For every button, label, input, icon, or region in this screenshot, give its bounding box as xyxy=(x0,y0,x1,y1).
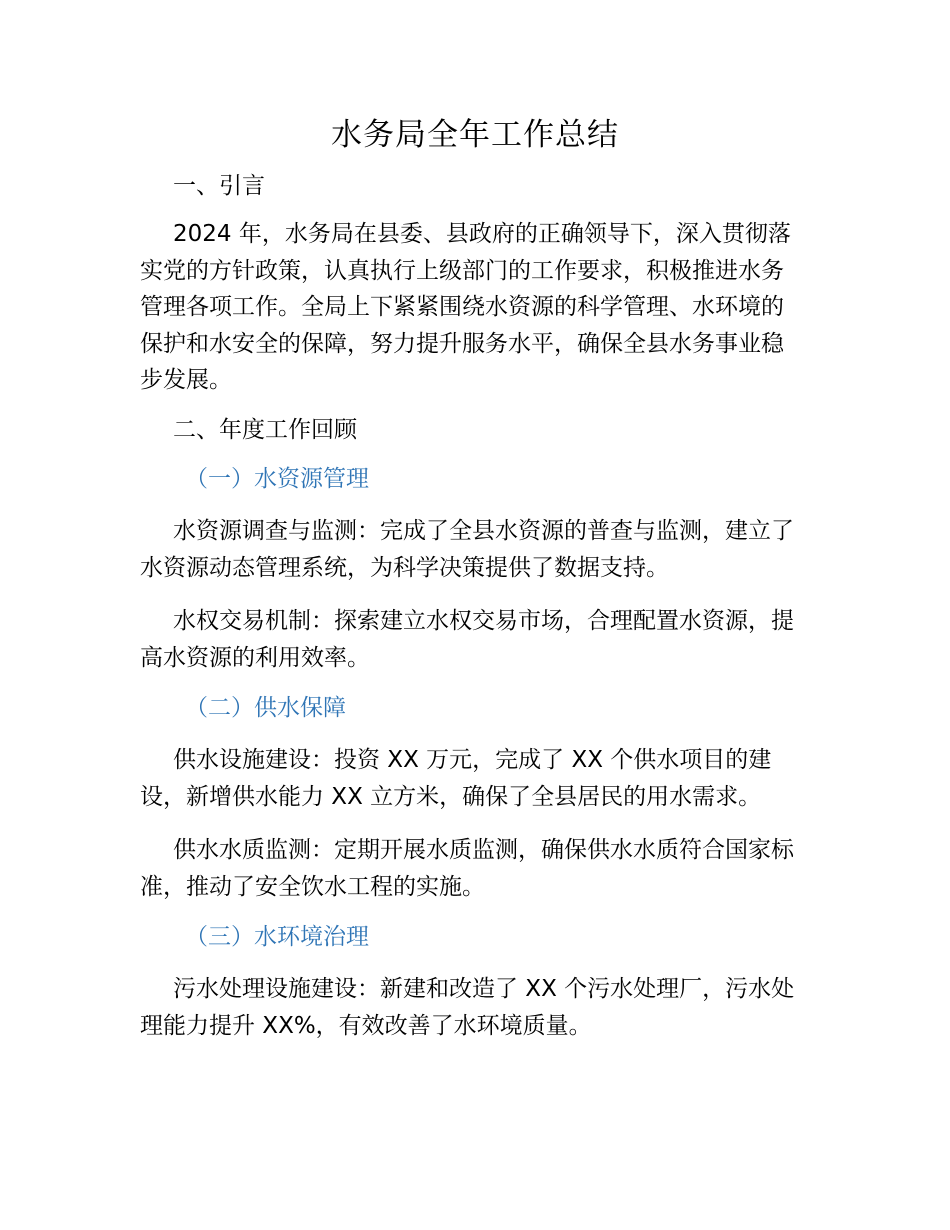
section-heading-review: 二、年度工作回顾 xyxy=(173,417,357,443)
paragraph-supply-facilities: 供水设施建设：投资 XX 万元，完成了 XX 个供水项目的建设，新增供水能力 XX 立方米，确保了全县居民的用水需求。 xyxy=(140,747,772,810)
document-title: 水务局全年工作总结 xyxy=(331,117,619,153)
paragraph-sewage-treatment: 污水处理设施建设：新建和改造了 XX 个污水处理厂，污水处理能力提升 XX%，有效改善了水环境质量。 xyxy=(140,976,795,1039)
paragraph-water-quality: 供水水质监测：定期开展水质监测，确保供水水质符合国家标准，推动了安全饮水工程的实施。 xyxy=(140,837,794,900)
intro-paragraph: 2024 年，水务局在县委、县政府的正确领导下，深入贯彻落实党的方针政策，认真执行上级部门的工作要求，积极推进水务管理各项工作。全局上下紧紧围绕水资源的科学管理、水环境的保护和水安全的保障，努力提升服务水平，确保全县水务事业稳步发展。 xyxy=(140,221,791,393)
paragraph-water-survey: 水资源调查与监测：完成了全县水资源的普查与监测，建立了水资源动态管理系统，为科学决策提供了数据支持。 xyxy=(140,518,794,581)
subsection-heading-water-resources: （一）水资源管理 xyxy=(185,466,369,492)
subsection-heading-water-supply: （二）供水保障 xyxy=(185,695,346,721)
paragraph-water-rights: 水权交易机制：探索建立水权交易市场，合理配置水资源，提高水资源的利用效率。 xyxy=(140,608,794,671)
section-heading-intro: 一、引言 xyxy=(173,173,265,199)
subsection-heading-water-environment: （三）水环境治理 xyxy=(185,924,369,950)
